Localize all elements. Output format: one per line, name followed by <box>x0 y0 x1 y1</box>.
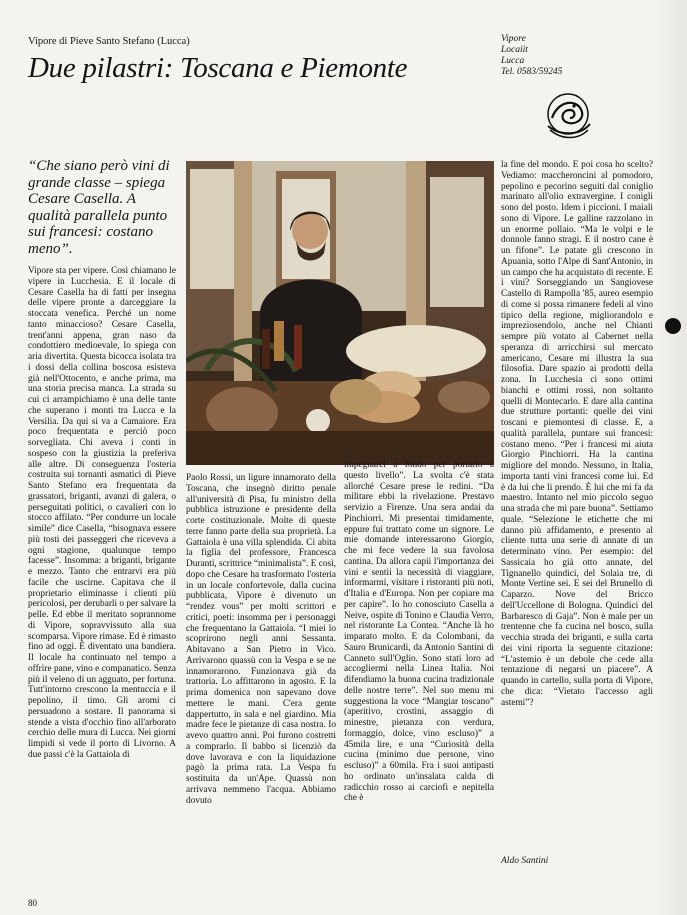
restaurant-address <box>501 34 562 78</box>
binder-hole <box>665 318 681 334</box>
column-text: la fine del mondo. E poi cosa ho scelto? Vediamo: maccheroncini al pomodoro, pepolino e pecorino seguiti dal coniglio marinato all'olio extravergine. I conigli sono del posto. Idem i piccioni. I maiali sono di Vipore. Le galline razzolano in un enorme pollaio. “Ma le volpi e le donnole fanno stragi. E il nostro cane è un fifone”. Le patate gli crescono in Apuania, sotto l'Alpe di Sant'Antonio, in un campo che ha acquistato di recente. E i vini? Sorseggiando un Sangiovese Castello di Rampolla '85, aureo esempio di come si possa rimanere fedeli al vino tipico della regione, migliorandolo e impreziosendolo, anche nel Chianti sempre più votato al Cabernet nella speranza di arricchirsi sul mercato americano, Cesare mi illustra la sua filosofia. Dare spazio ai prodotti della zona. In Lucchesia ci sono ottimi bianchi e ottimi rossi, non soltanto quelli di Montecarlo. E dare alla cantina due strutture portanti: quelle dei vini toscani e piemontesi di classe. E, a qualità parallela, puntare sui francesi: costano meno. “Per i francesi mi aiuta Giorgio Pinchiorri. Ha la cantina migliore del mondo. Nessuno, in Italia, importa tanti vini francesi come lui. Ed è da lui che li prendo. È lui che mi fa da maestro. Intanto nel mio piccolo seguo una strada che mi pare buona”. Settiamo quale. “Selezione le etichette che mi danno più affidamento, e presento al cliente tutta una serie di annate di un determinato vino. Per esempio: del Sassicaia ho già otto annate, del Tignanello quindici, del Solaia tre, di Monte Vertine sei. E sei del Brunello di Caparzo. Nove del Bricco dell'Uccellone di Bologna. Quindici del Barbaresco di Gaja”. Non è male per un trentenne che fa cucina nel bosco, sulla vecchia strada dei briganti, e sulla carta dei vini riporta la seguente citazione: “L'astemio è un debole che cede alla tentazione di negarsi un piacere”. A quando in cartello, sulla porta di Vipore, che dica: “Vietato l'accesso agli astemi”? <box>501 160 653 708</box>
address-line: Vipore <box>501 34 526 44</box>
address-line: Locaiit <box>501 45 528 55</box>
article-column-4 <box>501 160 653 708</box>
address-phone: Tel. 0583/59245 <box>501 67 563 77</box>
column-text: Paolo Rossi, un ligure innamorato della Toscana, che insegnò diritto penale all'università di Pisa, fu ministro della pubblica istruzione e presidente della corte costituzionale. Molte di queste terre fanno parte della sua proprietà. La Gattaiola è una villa splendida. Ci abita la figlia del professore, Francesca Duranti, scrittrice “minimalista”. E così, dopo che Cesare ha trasformato l'osteria in un locale confortevole, dalla cucina pubblicata, Vipore è divenuto un “rendez vous” per molti scrittori e critici, poeti: insomma per i personaggi che frequentano la Gattaiola. “I miei lo scoprirono negli anni Sessanta. Abitavano a San Pietro in Vico. Arrivarono quassù con la Vespa e se ne innamorarono. Funzionava già da trattoria. Lo affittarono in agosto. E la prima domenica non sapevano dove mettere le mani. C'era gente dappertutto, in sala e nel giardino. Mia madre fece le pietanze di casa nostra. Io avevo quattro anni. Poi furono costretti a comprarlo. Il babbo si licenziò da dove lavorava e con la liquidazione pagò la prima rata. La Vespa fu sostituita da un'Ape. Quassù non arrivava nemmeno l'acqua. Abbiamo dovuto <box>186 473 336 806</box>
article-column-2 <box>186 473 336 806</box>
article-column-1 <box>28 266 176 761</box>
address-line: Lucca <box>501 56 525 66</box>
restaurant-logo-icon <box>538 86 598 146</box>
pull-quote: “Che siano però vini di grande classe – spiega Cesare Casella. A qualità parallela punto sui francesi: costano meno”. <box>28 158 170 257</box>
article-headline: Due pilastri: Toscana e Piemonte <box>28 52 408 84</box>
author-signature: Aldo Santini <box>501 856 549 866</box>
column-text: Vipore sta per vipere. Così chiamano le vipere in Lucchesia. E il locale di Cesare Casella ha di fatti per insegna delle vipere pronte a darceggiare la stoccata venefica. Perché un nome tanto minaccioso? Cesare Casella, trent'anni appena, gran naso da condottiero medioevale, lo spiega con aria divertita. Questa bicocca isolata tra i dossi della collina boscosa esisteva già nell'Ottocento, e anche prima, ma una storia precisa manca. La strada su cui ci arrampichiamo è una delle tante che superano i monti tra Lucca e la Versilia. Da qui si va a Camaiore. Era poco frequentata e perciò poco sorvegliata. Chi aveva i conti in sospeso con la giustizia la preferiva alle altre. Di conseguenza l'osteria costruita sui tornanti asmatici di Pieve Santo Stefano era frequentata da grassatori, briganti, avanzi di galera, o perseguitati politici, o cavalieri con lo stocco affilato. “Per condurre un locale simile” dice Casella, “bisognava essere più tosti dei passeggeri che riceveva a ogni stagione, qualunque tempo facesse”. Insomma: a briganti, brigante e mezzo. Tanto che entrarvi era più facile che uscirne. Capitava che il proprietario eliminasse i clienti più pericolosi, per derubarli o per salvare la pelle. Ed ebbe il meritato soprannome di Vipore, sopravvissuto alla sua scomparsa. Vipore rimase. Ed è rimasto fino ad oggi. È diventato una bandiera. Il locale ha continuato nel tempo a offrire pane, vino e companatico. Senza più il veleno di un agguato, per fortuna. Tutt'intorno crescono la mentuccia e il pepolino, il timo. Gli aromi ci persuadono a sostare. Il panorama si stende a vista d'occhio fino all'arborato cerchio delle mura di Lucca. Nei giorni limpidi si vede il porto di Livorno. A due passi c'è la Gattaiola di <box>28 266 176 760</box>
article-kicker: Vipore di Pieve Santo Stefano (Lucca) <box>28 36 190 47</box>
article-column-3 <box>344 460 494 804</box>
page-edge-shadow <box>655 0 687 915</box>
page-number: 80 <box>28 898 37 908</box>
column-text: impegnarci a fondo per portarlo a questo livello”. La svolta c'è stata allorché Cesare prese le redini. “Da militare ebbi la rivelazione. Prestavo servizio a Firenze. Una sera andai da Pinchiorri. Mi presentai timidamente, eppure fui trattato come un signore. Le mie domande interessarono Giorgio, che mi fece vedere la sua favolosa cantina. Da allora capii l'importanza dei vini e sentii la necessità di viaggiare, informarmi, visitare i ristoranti più noti, d'Italia e d'Europa. Non per copiare ma per capire”. Io ho conosciuto Casella a Neive, ospite di Tonino e Claudia Verro, nel ristorante La Contea. “Anche là ho imparato molto. E da Colombani, da Sauro Brunicardi, da Antonio Santini di Canneto sull'Oglio. Sono stati loro ad accogliermi nella Linea Italia. Noi difendiamo la buona cucina tradizionale delle nostre terre”. Nel suo menu mi suggestiona la voce “Mangiar toscano” (aperitivo, crostini, assaggio di minestre, pietanza con verdura, formaggio, dolce, vino escluso)” a 45mila lire, e una “Curiosità della cucina (minimo due persone, vino escluso)” a 60mila. Fra i suoi antipasti ho ordinato un'insalata calda di radicchio rosso ai carciofi e nepitella che è <box>344 460 494 804</box>
restaurant-owner-photo <box>186 161 494 465</box>
